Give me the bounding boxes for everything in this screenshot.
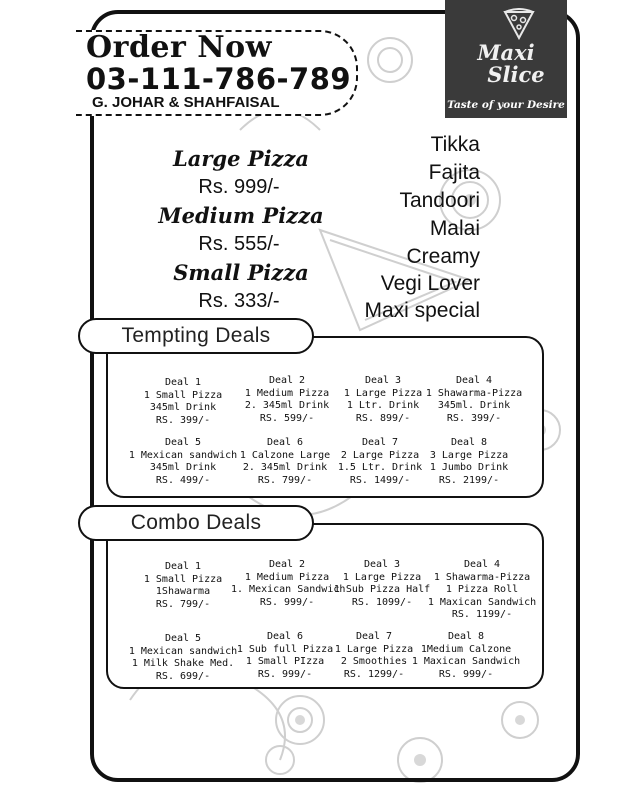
deal-line: 1. Mexican Sandwich	[231, 584, 346, 595]
tempting-deals-title: Tempting Deals	[78, 318, 314, 354]
deal-line: 345ml. Drink	[437, 400, 511, 411]
deal-line: 1 Small PIzza	[245, 656, 325, 667]
size-price-medium: Rs. 555/-	[198, 233, 280, 255]
flavor-item: Malai	[429, 217, 480, 240]
deal-line: 2 Smoothies	[340, 656, 408, 667]
deal-price: RS. 1499/-	[349, 474, 411, 486]
deal-price: RS. 1199/-	[451, 609, 513, 620]
deal-line: 1 Medium Pizza	[244, 387, 330, 399]
deal-price: RS. 399/-	[446, 412, 502, 424]
brand-name-line1: Maxi	[477, 40, 535, 65]
flavor-item: Creamy	[406, 245, 480, 268]
size-name-medium: Medium Pizza	[158, 203, 324, 228]
size-price-large: Rs. 999/-	[198, 176, 280, 198]
deal-line: 1 Sub full Pizza	[236, 643, 334, 655]
deal-line: 1 Small Pizza	[143, 573, 223, 585]
size-price-small: Rs. 333/-	[198, 290, 280, 312]
deal-price: RS. 599/-	[259, 412, 315, 424]
flavor-item: Tandoori	[399, 189, 480, 212]
flavor-item: Maxi special	[364, 299, 480, 322]
deal-name: Deal 6	[266, 437, 304, 448]
tempting-deal-1	[127, 377, 239, 427]
deal-line: 1 Maxican Sandwich	[411, 656, 521, 667]
deal-name: Deal 6	[266, 631, 304, 642]
deal-line: 1 Pizza Roll	[445, 584, 519, 595]
deal-price: RS. 499/-	[155, 474, 211, 486]
deal-price: RS. 1299/-	[343, 668, 405, 680]
brand-tagline: Taste of your Desire	[447, 99, 565, 111]
deal-price: RS. 999/-	[259, 596, 315, 608]
deal-line: 3 Large Pizza	[429, 449, 509, 461]
combo-deal-5	[127, 633, 239, 683]
deal-price: RS. 999/-	[257, 668, 313, 680]
deal-line: 1 Milk Shake Med.	[131, 658, 235, 669]
pizza-slice-icon	[501, 8, 537, 40]
deal-price: RS. 1099/-	[351, 596, 413, 608]
deal-name: Deal 2	[268, 559, 306, 570]
deal-line: 1 Shawarma-Pizza	[433, 571, 531, 583]
order-title: Order Now	[86, 30, 273, 65]
deal-line: 1 Maxican Sandwich	[427, 596, 537, 608]
deal-name: Deal 4	[455, 375, 493, 386]
deal-line: 2. 345ml Drink	[244, 400, 330, 411]
deal-name: Deal 7	[355, 631, 393, 642]
size-name-small: Small Pizza	[173, 260, 309, 285]
deal-name: Deal 8	[447, 631, 485, 642]
deal-line: 1 Calzone Large	[239, 449, 331, 461]
deal-line: 1 Mexican sandwich	[128, 645, 238, 657]
deal-line: 1 Ltr. Drink	[346, 400, 420, 411]
tempting-deal-8	[413, 437, 525, 487]
deal-line: 1 Medium Pizza	[244, 571, 330, 583]
deal-line: 1Shawarma	[155, 586, 211, 597]
tempting-deal-4	[418, 375, 530, 425]
deal-line: 2 Large Pizza	[340, 449, 420, 461]
deal-line: 1.5 Ltr. Drink	[337, 462, 423, 473]
flavor-item: Tikka	[430, 133, 480, 156]
brand-logo	[445, 0, 567, 118]
deal-line: 1 Large Pizza	[342, 571, 422, 583]
deal-name: Deal 3	[364, 375, 402, 386]
deal-name: Deal 5	[164, 437, 202, 448]
deal-name: Deal 5	[164, 633, 202, 644]
deal-line: 1 Jumbo Drink	[429, 462, 509, 473]
combo-deal-8	[410, 631, 522, 681]
deal-line: 345ml Drink	[149, 402, 217, 413]
deal-name: Deal 1	[164, 377, 202, 388]
combo-deal-4	[426, 559, 538, 622]
tempting-deal-5	[127, 437, 239, 487]
deal-name: Deal 3	[363, 559, 401, 570]
deal-line: 1 Sub Pizza Half	[333, 584, 431, 595]
deal-price: RS. 2199/-	[438, 474, 500, 486]
flavor-item: Fajita	[428, 161, 480, 184]
deal-name: Deal 8	[450, 437, 488, 448]
deal-price: RS. 799/-	[155, 598, 211, 610]
flavor-item: Vegi Lover	[380, 272, 480, 295]
combo-deal-3	[326, 559, 438, 609]
deal-line: 1Medium Calzone	[420, 643, 512, 655]
deal-name: Deal 2	[268, 375, 306, 386]
deal-price: RS. 899/-	[355, 412, 411, 424]
deal-line: 1 Large Pizza	[334, 643, 414, 655]
deal-name: Deal 1	[164, 561, 202, 572]
deal-line: 1 Small Pizza	[143, 389, 223, 401]
order-phone[interactable]: 03-111-786-789	[86, 62, 352, 96]
deal-line: 345ml Drink	[149, 462, 217, 473]
deal-price: RS. 699/-	[155, 670, 211, 682]
deal-name: Deal 4	[463, 559, 501, 570]
combo-deal-1	[127, 561, 239, 611]
size-name-large: Large Pizza	[172, 146, 310, 171]
deal-price: RS. 999/-	[438, 668, 494, 680]
combo-deals-title: Combo Deals	[78, 505, 314, 541]
deal-line: 2. 345ml Drink	[242, 462, 328, 473]
deal-line: 1 Mexican sandwich	[128, 449, 238, 461]
deal-name: Deal 7	[361, 437, 399, 448]
brand-name-line2: Slice	[487, 62, 545, 87]
order-area: G. JOHAR & SHAHFAISAL	[92, 94, 280, 111]
deal-line: 1 Shawarma-Pizza	[425, 387, 523, 399]
deal-line: 1 Large Pizza	[343, 387, 423, 399]
deal-price: RS. 399/-	[155, 414, 211, 426]
deal-price: RS. 799/-	[257, 474, 313, 486]
